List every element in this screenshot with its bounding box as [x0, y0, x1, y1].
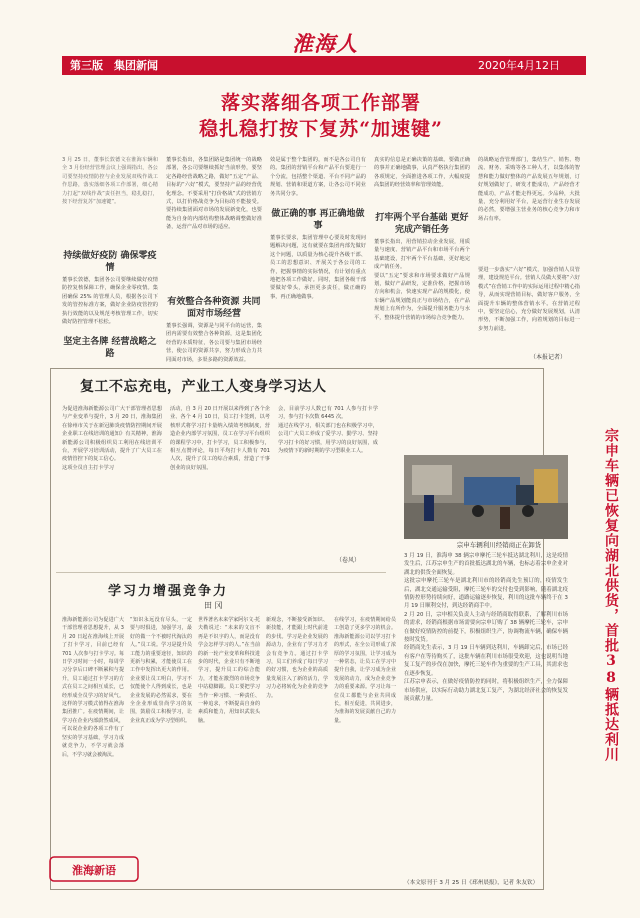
lead-col3-body-b: 董事长要求，集团管理中心要及时发现问题解决问题，这有就要在集团内部先做好这个问题，以质量为核心提升各级干部、员工的思想意识、开展关于各公司的工作，把握事情的实际情况，有计划有重点地把各项工作做好。同时，集团各级干部要做好带头，承担更多责任，做正确的事，再正确地做事。 — [270, 235, 366, 300]
sub-article-author: 田 冈 — [204, 601, 223, 610]
sub-article-col3: 世界著名未来学家阿尔文·托夫勒说过：“未来的文盲不再是不识字的人，而是没有学会怎样学习的人。”在当前的新一轮产业变革和科技进步的时代，企业只有不断地学习，提升员工的综合能力，才能在激烈的市场竞争中站稳脚跟。员工要把学习当作一种习惯、一种责任、一种追求，不断提高自身的素质和能力，用知识武装头脑。 — [198, 617, 260, 724]
lead-col2-body: 董事长指出，各集团路是集团统一的战略部署，各公司要继续抓好当前形势，要坚定各路经营战略之路，做好“五定”产品、目标的“六好”模式，要坚持产品的经营优化理念。不要采用“打价格战”式的营销方式，以打价格战竞争为目标的不能接受。要持续集团面对市场的发展新变化，也要能为自身的内部结构整体战略调整做好准备，运营产品对市场的适应。 — [166, 157, 262, 231]
feature-col1: 为促进淮海新能源公司广大干部管理者思想与产业变革与提升，3 月 20 日，淮海集团在徐州市关于在新冠肺炎疫情防控期间开展企业职工在线培训的通知》有关精神，淮海新能源公司积极组织员工利用在线培训平台，开展学习培训活动，提升了广大员工在疫情管控下的复工信心。 这项全员自主打卡学习 — [62, 406, 162, 471]
lead-subhead-5: 打牢两个平台基础 更好完成产销任务 — [375, 213, 469, 235]
right-vertical-headline: 宗申车辆已恢复向湖北供货，首批38辆抵达利川 — [603, 428, 619, 762]
lead-byline: （本报记者） — [530, 354, 567, 361]
right-article-body: 3 月 19 日，淮海申 38 辆宗申摩托三轮车抵达湖北利川，这是疫情发生后，江苏宗申生产的首批抵达湖北的车辆，也标志着宗申企业对湖北的供货全面恢复。 这批宗申摩托三轮车是湖北利川市的经销商先生预订的，疫情发生后，湖北交通运输受阻，摩托三轮车的交付也受到影响，随着湖北疫情防控形势持续向好，道路运输逐步恢复，利川的这批车辆终于在 3 月 19 日顺利交付，到达经销商手中。 2 月 20 日，宗申相关负责人主动与经销商取得联系，了解利川市场的需求，经销商根据市场需要向宗申订购了 38 辆摩托三轮车，宗申在做好疫情防控的前提下，积极组织生产，协调物流车辆，确保车辆按时发货。 经销商先生表示，3 月 19 日车辆到达利川，车辆卸完后，市场已经有客户在等待购买了，这批车辆在利川市场很受欢迎，这也说明当地复工复产的步伐在加快，摩托三轮车作为重要的生产工具，其需求也在逐步恢复。 江苏宗申表示，在做好疫情防控的同时，将积极组织生产，全力保障市场供应，以实际行动助力湖北复工复产，为湖北经济社会的恢复发展贡献力量。 — [404, 553, 568, 702]
lead-headline-line-1: 落实落细各项工作部署 — [220, 92, 421, 114]
feature-divider — [56, 572, 386, 573]
lead-col4-body-b: 董事长指出，用营销拉动企业发展，用质量与速度、营销产品平台和市场平台两个基础建设，打牢两个平台基础，更好地完成产销任务。 要以“五定”要求和市场要求做好产品规划，做好产品研发，定准价格，把握市场方向和机会，快速实现产品的规模化，使车辆产品规划能真正与市场结合，在产品规划上有所作为，全面提升服务能力与水平，整体提升营销的市场综合竞争能力。 — [374, 239, 470, 321]
lead-subhead-4: 做正确的事 再正确地做事 — [271, 209, 365, 231]
lead-col4-body: 真实的信息是正确决策的基础。要做正确的事并正确地做事，认真严格执行集团的各项规定，全面推进各项工作，大幅度提高集团的经营效率和管理效能。 — [374, 157, 470, 189]
feature-byline: （卷风） — [336, 557, 361, 564]
lead-col3-body: 效是属于整个集团的，而不是各公司自有的。集团的营销平台和产品平台要进行一个分流，包括整个渠道、平台不同产品的规划、营销和渠道方案，让各公司不同业务共同分享。 — [270, 157, 366, 197]
stamp-graphic — [48, 855, 140, 883]
masthead-logo — [292, 28, 358, 58]
lead-subhead-3: 有效整合各种资源 共同面对市场经营 — [167, 297, 261, 319]
sub-article-col5: 在线学习，在疫情期间给员工创造了更多学习的机会。淮海新能源公司以学习打卡的形式，在全公司形成了浓厚的学习氛围，让学习成为一种常态，让员工在学习中提升自我，让学习成为企业发展的动力，成为企业竞争力的重要来源。学习让每一位员工都能与企业共同成长，相互促进，共同进步，为淮海的发展贡献自己的力量。 — [334, 617, 396, 724]
lead-col2-body-b: 董事长强调，资源是与同平台的运营，集团内需要有效整合各种资源，这是集团化经营的本质特征，各公司要与集团市场经营，使公司的资源共享，努力形成合力共同面对市场，多渠多路的资源效益。 — [166, 323, 262, 363]
photo-caption: 宗申车辆利川经销商正在卸货 — [456, 541, 542, 549]
truck-delivery-photo — [404, 455, 568, 539]
lead-intro: 3 月 25 日，董事长敦德文在淮海车辆和全 3 月份经营管理会议上强调指出，各公司要坚持疫情防控与企业发展双线作战工作思路，落实落细各项工作部署，细心精力打起“双线作战”责任担当，稳扎稳打，按下经营复苏“加速键”。 — [62, 157, 158, 206]
right-article-byline: （本文原刊于 3 月 25 日《邳州晨报》，记者 朱友钦） — [404, 880, 539, 886]
lead-subhead-1: 持续做好疫防 确保零疫情 — [63, 251, 157, 273]
masthead-text: 淮海人 — [292, 31, 358, 56]
lead-headline-line-2: 稳扎稳打按下复苏“加速键” — [199, 118, 443, 140]
stamp-text: 淮海新语 — [72, 864, 116, 877]
sub-article-headline: 学习力增强竞争力 — [108, 584, 229, 599]
sub-article-col2: “知识永远没有尽头，一定要与时俱进，加强学习，最好的做一个不被时代淘汰的人。”员工说。学习是提升员工能力的重要途径，知识的更新与积累，才能使员工在工作中发挥出更大的作用。企业要让员工明白，学习不仅能使个人得到成长，也是企业发展的必然需求，要在全企业形成崇尚学习的氛围，鼓励员工积极学习，让企业真正成为学习型组织。 — [130, 617, 192, 724]
lead-col5-body-b: 要进一步落实“六好”模式，加强营销人员管理，建设规范平台。营销人员做大要将“六好模式”在营销工作中的实际运用过程中精心指导，从而实现营销目标，做好客户服务，全面提升车辆的整体营销水平。在营销过程中，要坚定信心，充分做好发展规划，认清形势，不断加强工作，向着规划的目标进一步努力前进。 — [478, 267, 580, 332]
section-name: 集团新闻 — [114, 59, 158, 72]
sub-article-col4: 新观念，不断接受新知识、新技能，才能跟上时代前进的步伐。学习是企业发展的源动力，企业有了学习力才会有竞争力。通过打卡学习，员工们养成了每日学习的好习惯，也为企业的高质量发展注入了新的活力，学习力必将转化为企业的竞争力。 — [266, 617, 328, 699]
lead-col5-body: 的战略运营管理部门，集结生产、销售、物流、财务、采购等各工种人才，以集体的智慧和能力做好整体的产品发展五年规划，订好规划做好了，研发才能成功，产品经营才能成功，产品才能走得更远。少品种，大批量，充分利用好平台，是运营行业生存发展的必然，要增强主营业务的核心竞争力和市场占有率。 — [478, 157, 580, 222]
lead-col1-body: 董事长敦德，集团各公司要继续做好疫情防控复核保障工作，确保企业零疫情。集团确保 25% 的管理人员，根据各公司下发的管控标准方案，做好企业防疫管控的执行效能的以及规范考核管理工作，切实做好防控管理不松松。 — [62, 277, 158, 326]
lead-subhead-2: 坚定主各牌 经营战略之路 — [63, 337, 157, 359]
feature-headline: 复工不忘充电，产业工人变身学习达人 — [80, 379, 327, 395]
feature-col3: 会，目前学习人数已有 701 人参与打卡学习，参与打卡次数 6445 次。 通过在线学习，相关部门也在积极学习中，公司广大员工养成了爱学习、勤学习、坚持学习打卡的好习惯，用学习的良好氛围，成为疫情下的新时期的学习型职业工人。 — [278, 406, 378, 455]
page-number: 第三版 — [70, 59, 103, 72]
feature-col2: 活动，自 3 月 20 日开展以来得到了各个企业、各个 4 月 10 日，员工打卡签到，以考核形式将学习打卡量纳入绩效考核制度，营造企业内部学习氛围，员工在学习平台组织的课程学习中，打卡学习，员工积极参与，相互点赞评论，每日平均打卡人数有 701 人次，提升了员工的综合素质，营造了干事创业的良好氛围。 — [170, 406, 272, 471]
sub-article-col1: 淮海新能源公司为促进广大干部管理者思想提升，从 3 月 20 日起在淮海线上开展了打卡学习，目前已经有 701 人次参与打卡学习。每日学习时间一小时，每周学习分享后口碑不断累积与提升，员工通过打卡学习的方式在员工之间相互成长，已经形成全员学习的好风气。这样的学习模式值得在淮海集团推广。在疫情期间，让学习在企业内部蔚然成风，可以说企业的各项工作有了坚实的学习基础，学习力成就竞争力，不学习就会落后，不学习就会被淘汰。 — [62, 617, 126, 758]
issue-date: 2020年4月12日 — [478, 59, 560, 72]
